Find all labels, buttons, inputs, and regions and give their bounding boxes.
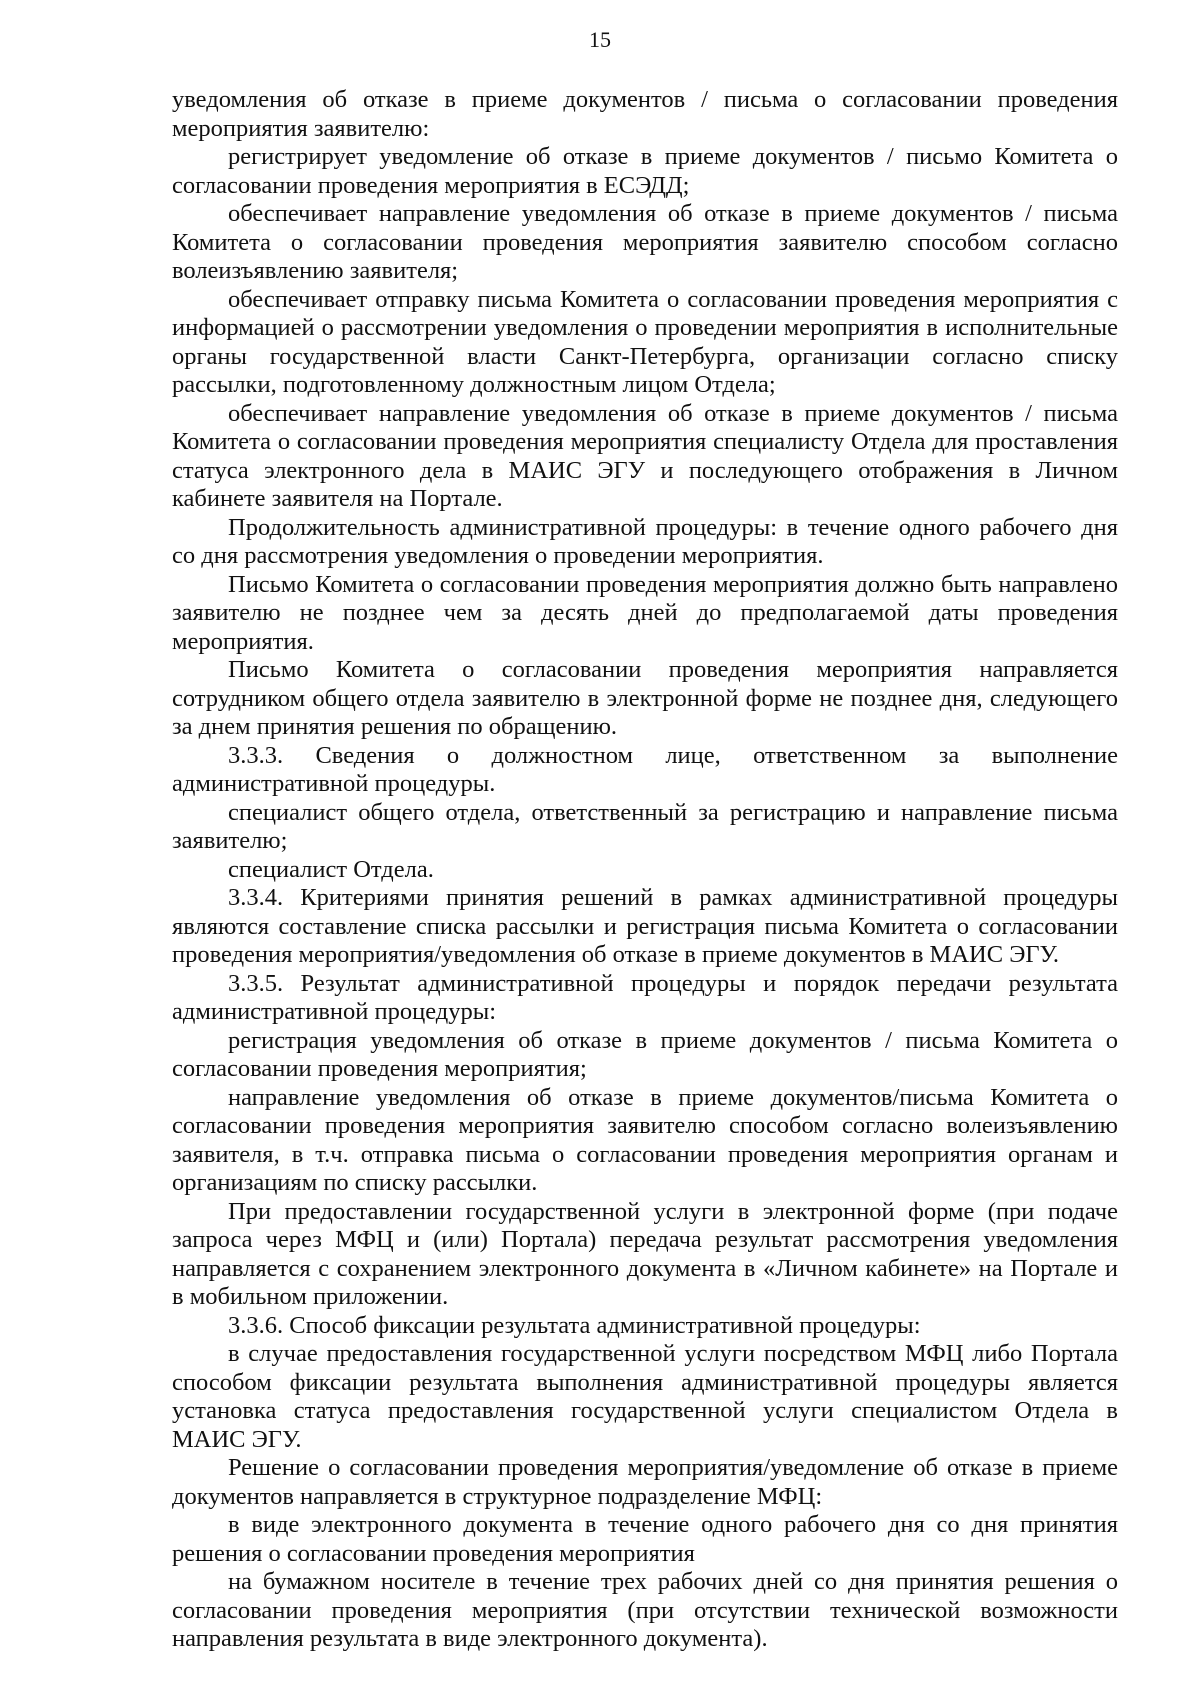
paragraph-decision-to-mfc: Решение о согласовании проведения мероприятия/уведомление об отказе в приеме документов направляется в структурное подразделение МФЦ: xyxy=(172,1454,1118,1510)
paragraph-result-sending: направление уведомления об отказе в приеме документов/письма Комитета о согласовании проведения мероприятия заявителю способом согласно волеизъявлению заявителя, в т.ч. отправка письма о согласовании проведения мероприятия органам и организациям по списку рассылки. xyxy=(172,1083,1118,1196)
paragraph-send-notice: обеспечивает направление уведомления об отказе в приеме документов / письма Комитета о согласовании проведения мероприятия заявителю способом согласно волеизъявлению заявителя; xyxy=(172,200,1118,284)
paragraph-duration: Продолжительность административной процедуры: в течение одного рабочего дня со дня рассмотрения уведомления о проведении мероприятия. xyxy=(172,513,1118,569)
paragraph-3-3-3: 3.3.3. Сведения о должностном лице, ответственном за выполнение административной процедуры. xyxy=(172,741,1118,797)
paragraph-deadline: Письмо Комитета о согласовании проведения мероприятия должно быть направлено заявителю не позднее чем за десять дней до предполагаемой даты проведения мероприятия. xyxy=(172,570,1118,655)
paragraph-electronic-form: Письмо Комитета о согласовании проведения мероприятия направляется сотрудником общего отдела заявителю в электронной форме не позднее дня, следующего за днем принятия решения по обращению. xyxy=(172,656,1118,740)
paragraph-electronic-document: в виде электронного документа в течение одного рабочего дня со дня принятия решения о согласовании проведения мероприятия xyxy=(172,1511,1118,1567)
paragraph-electronic-service: При предоставлении государственной услуги в электронной форме (при подаче запроса через МФЦ и (или) Портала) передача результат рассмотрения уведомления направляется с сохранением электронного документа в «Личном кабинете» на Портале и в мобильном приложении. xyxy=(172,1197,1118,1310)
paragraph-3-3-5: 3.3.5. Результат административной процедуры и порядок передачи результата административной процедуры: xyxy=(172,969,1118,1025)
paragraph-register-notice: регистрирует уведомление об отказе в приеме документов / письмо Комитета о согласовании проведения мероприятия в ЕСЭДД; xyxy=(172,143,1118,199)
paragraph-send-to-specialist: обеспечивает направление уведомления об отказе в приеме документов / письма Комитета о согласовании проведения мероприятия специалисту Отдела для проставления статуса электронного дела в МАИС ЭГУ и последующего отображения в Личном кабинете заявителя на Портале. xyxy=(172,399,1118,512)
paragraph-fixation-method: в случае предоставления государственной услуги посредством МФЦ либо Портала способом фиксации результата выполнения административной процедуры является установка статуса предоставления государственной услуги специалистом Отдела в МАИС ЭГУ. xyxy=(172,1340,1118,1453)
paragraph-3-3-4: 3.3.4. Критериями принятия решений в рамках административной процедуры являются составление списка рассылки и регистрация письма Комитета о согласовании проведения мероприятия/уведомления об отказе в приеме документов в МАИС ЭГУ. xyxy=(172,884,1118,968)
paragraph-send-to-authorities: обеспечивает отправку письма Комитета о согласовании проведения мероприятия с информацией о рассмотрении уведомления о проведении мероприятия в исполнительные органы государственной власти Санкт-Петербурга, организации согласно списку рассылки, подготовленному должностным лицом Отдела; xyxy=(172,285,1118,398)
paragraph-dept-specialist: специалист Отдела. xyxy=(228,855,434,883)
paragraph-3-3-6: 3.3.6. Способ фиксации результата административной процедуры: xyxy=(228,1311,921,1339)
paragraph-paper-document: на бумажном носителе в течение трех рабочих дней со дня принятия решения о согласовании проведения мероприятия (при отсутствии технической возможности направления результата в виде электронного документа). xyxy=(172,1568,1118,1652)
page-number: 15 xyxy=(589,27,611,52)
paragraph-general-dept-specialist: специалист общего отдела, ответственный за регистрацию и направление письма заявителю; xyxy=(172,798,1118,854)
paragraph-continuation: уведомления об отказе в приеме документов / письма о согласовании проведения мероприятия заявителю: xyxy=(172,86,1118,142)
paragraph-result-registration: регистрация уведомления об отказе в приеме документов / письма Комитета о согласовании проведения мероприятия; xyxy=(172,1026,1118,1082)
document-body xyxy=(172,86,1118,1654)
